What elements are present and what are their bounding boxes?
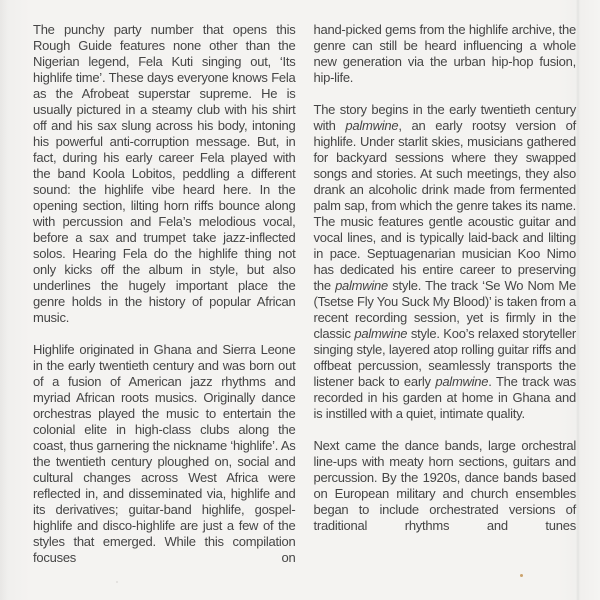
left-edge-shade — [0, 0, 8, 600]
paragraph — [314, 102, 577, 422]
text-segment: style. The track ‘Se Wo Nom Me (Tsetse Fly You Suck My Blood)’ is taken from a recent recording session, yet is firmly in the classic — [313, 278, 576, 341]
text-segment: , an early rootsy version of highlife. Under starlit skies, musicians gathered for backyard sessions where they swapped songs and stories. At such meetings, they also drank an alcoholic drink made from fermented palm sap, from which the genre takes its name. The music features gentle acoustic guitar and vocal lines, and is typically laid-back and lilting in pace. Septuagenarian musician Koo Nimo has dedicated his entire career to preserving the — [313, 118, 576, 293]
text-segment: The story begins in the early twentieth century with — [313, 102, 576, 133]
text-columns — [33, 22, 576, 582]
text-segment: style. Koo’s relaxed storyteller singing style, layered atop rolling guitar riffs and offbeat percussion, seamlessly transports the listener back to early — [313, 326, 577, 389]
text-segment: . The track was recorded in his garden at home in Ghana and is instilled with a quiet, intimate quality. — [313, 374, 576, 421]
text-segment: hand-picked gems from the highlife archive, the genre can still be heard influencing a whole new generation via the urban hip-hop fusion, hip-life. — [313, 22, 576, 85]
paragraph — [314, 22, 577, 86]
italic-term: palmwine — [335, 278, 388, 293]
page-edge-crease — [576, 0, 580, 600]
italic-term: palmwine — [435, 374, 489, 389]
text-segment: Highlife originated in Ghana and Sierra Leone in the early twentieth century and was born out of a fusion of American jazz rhythms and myriad African roots musics. Originally dance orchestras played the music to entertain the colonial elite in high-class clubs along the coast, thus garnering the nickname ‘highlife’. As the twentieth century ploughed on, social and cultural changes across West Africa were reflected in, and disseminated via, highlife and its derivatives; guitar-band highlife, gospel-highlife and disco-highlife are just a few of the styles that emerged. While this compilation focuses on — [33, 342, 296, 565]
text-column-right — [314, 22, 577, 582]
text-column-left — [33, 22, 296, 582]
italic-term: palmwine — [354, 326, 408, 341]
paragraph — [314, 438, 577, 534]
paragraph — [33, 22, 296, 326]
italic-term: palmwine — [345, 118, 399, 133]
text-segment: Next came the dance bands, large orchestral line-ups with meaty horn sections, guitars and percussion. By the 1920s, dance bands based on European military and church ensembles began to include orchestrated versions of traditional rhythms and tunes — [313, 438, 576, 533]
text-segment: The punchy party number that opens this Rough Guide features none other than the Nigerian legend, Fela Kuti singing out, ‘Its highlife time’. These days everyone knows Fela as the Afrobeat superstar supreme. He is usually pictured in a steamy club with his shirt off and his sax slung across his body, intoning his powerful anti-corruption message. But, in fact, during his early career Fela played with the band Koola Lobitos, peddling a different sound: the highlife vibe heard here. In the opening section, lilting horn riffs bounce along with percussion and Fela’s melodious vocal, before a sax and trumpet take jazz-inflected solos. Hearing Fela do the highlife thing not only kicks off the album in style, but also underlines the hugely important place the genre holds in the history of popular African music. — [33, 22, 296, 325]
paragraph — [33, 342, 296, 566]
